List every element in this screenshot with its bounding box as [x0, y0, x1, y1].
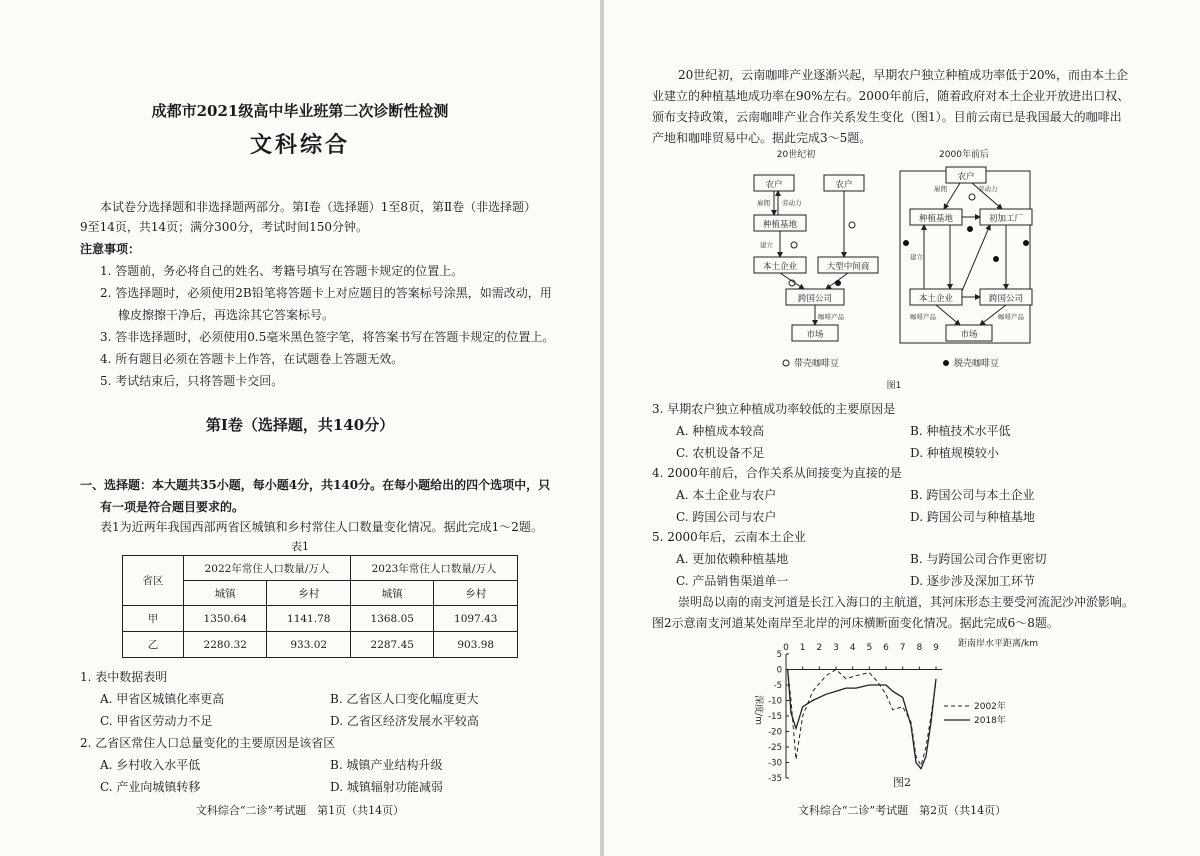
cell-region: 乙 — [123, 632, 184, 658]
x-tick-label: 7 — [899, 643, 906, 653]
fig1-multinational-left: 跨国公司 — [797, 294, 833, 304]
q4-option-c: C. 跨国公司与农户 — [676, 510, 777, 524]
cell-urban-2023: 1368.05 — [350, 606, 433, 632]
y-tick-label: -30 — [768, 758, 782, 769]
legend-2002: 2002年 — [974, 702, 1006, 712]
fig1-label-product-right-2: 咖啡产品 — [998, 313, 1024, 321]
q2-option-d: D. 城镇辐射功能减弱 — [330, 780, 443, 794]
fig1-right-title: 2000年前后 — [939, 150, 989, 160]
fig1-label-rent: 雇佣 — [757, 199, 770, 207]
table-row — [123, 606, 518, 632]
page-footer: 文科综合“二诊”考试题 第2页（共14页） — [797, 804, 1007, 817]
note-5: 5. 考试结束后，只将答题卡交回。 — [100, 374, 284, 388]
question-4: 4. 2000年前后，合作关系从间接变为直接的是 — [652, 466, 902, 480]
x-tick-label: 9 — [933, 643, 939, 653]
header-rural-2023: 乡村 — [434, 581, 518, 606]
y-tick-label: -10 — [768, 696, 782, 707]
q5-option-d: D. 逐步涉及深加工环节 — [910, 574, 1035, 588]
fig2-caption: 图2 — [893, 776, 911, 789]
q4-option-d: D. 跨国公司与种植基地 — [910, 510, 1035, 524]
q3-option-d: D. 种植规模较小 — [910, 446, 999, 460]
fig1-farmer-left: 农户 — [765, 180, 783, 190]
header-region: 省区 — [123, 556, 184, 606]
header-2022: 2022年常住人口数量/万人 — [184, 556, 351, 581]
fig1-processing: 初加工厂 — [988, 214, 1024, 224]
header-urban-2023: 城镇 — [350, 581, 433, 606]
section-line-1: 一、选择题：本大题共35小题，每小题4分，共140分。在每小题给出的四个选项中，只 — [80, 478, 551, 492]
page-footer: 文科综合“二诊”考试题 第1页（共14页） — [195, 804, 405, 817]
x-tick-label: 1 — [799, 643, 806, 653]
q2-option-c: C. 产业向城镇转移 — [100, 780, 201, 794]
intro-line-2: 9至14页，共14页；满分300分，考试时间150分钟。 — [80, 220, 368, 234]
y-tick-label: -25 — [768, 743, 782, 753]
fig1-market-left: 市场 — [806, 330, 824, 340]
y-tick-label: -20 — [768, 727, 782, 738]
y-tick-label: 5 — [776, 650, 782, 660]
y-tick-label: -35 — [768, 774, 782, 784]
y-tick-label: 0 — [776, 665, 782, 676]
q1-option-c: C. 甲省区劳动力不足 — [100, 714, 213, 728]
intro2-line-1: 崇明岛以南的南支河道是长江入海口的主航道，其河床形态主要受河流泥沙冲淤影响。 — [678, 595, 1135, 609]
fig1-label-product-right-1: 咖啡产品 — [910, 313, 936, 321]
intro-line-4: 产地和咖啡贸易中心。据此完成3～5题。 — [652, 131, 872, 145]
fig1-label-build-right: 建立 — [910, 253, 923, 261]
y-tick-label: -5 — [773, 681, 782, 691]
x-tick-label: 2 — [816, 643, 823, 653]
note-4: 4. 所有题目必须在答题卡上作答，在试题卷上答题无效。 — [100, 352, 404, 366]
cell-rural-2022: 1141.78 — [267, 606, 351, 632]
figure-2-riverbed-chart — [744, 630, 1064, 790]
q4-option-b: B. 跨国公司与本土企业 — [910, 488, 1035, 502]
cell-urban-2023: 2287.45 — [350, 632, 433, 658]
cell-urban-2022: 1350.64 — [184, 606, 267, 632]
x-tick-label: 8 — [916, 643, 923, 653]
part-title: 第Ⅰ卷（选择题，共140分） — [205, 416, 395, 434]
subject-title: 文科综合 — [249, 132, 350, 158]
q4-option-a: A. 本土企业与农户 — [676, 488, 777, 502]
q3-option-b: B. 种植技术水平低 — [910, 424, 1011, 438]
fig1-multinational-right: 跨国公司 — [988, 294, 1024, 304]
fig1-base-right: 种植基地 — [918, 214, 954, 224]
series-line-2018 — [788, 670, 936, 769]
fig1-local-left: 本土企业 — [762, 262, 798, 272]
fig1-caption: 图1 — [886, 381, 902, 391]
intro2-line-2: 图2示意南支河道某处南岸至北岸的河床横断面变化情况。据此完成6～8题。 — [652, 616, 1059, 630]
series-line-2002 — [788, 670, 936, 766]
q2-option-a: A. 乡村收入水平低 — [100, 758, 201, 772]
intro-line-2: 业建立的种植基地成功率在90%左右。2000年前后，随着政府对本土企业开放进出口权、 — [652, 89, 1130, 103]
y-axis-label: 深度/m — [753, 695, 763, 725]
table-row — [123, 632, 518, 658]
q2-option-b: B. 城镇产业结构升级 — [330, 758, 443, 772]
section-line-2: 有一项是符合题目要求的。 — [100, 500, 245, 514]
note-2: 2. 答选择题时，必须使用2B铅笔将答题卡上对应题目的答案标号涂黑，如需改动，用 — [100, 286, 552, 300]
cell-rural-2023: 1097.43 — [434, 606, 518, 632]
fig1-local-right: 本土企业 — [918, 294, 954, 304]
fig1-label-rent-right: 雇佣 — [934, 185, 947, 193]
fig1-label-build: 建立 — [760, 241, 773, 249]
cell-rural-2022: 933.02 — [267, 632, 351, 658]
question-2: 2. 乙省区常住人口总量变化的主要原因是该省区 — [80, 736, 336, 750]
q3-option-c: C. 农机设备不足 — [676, 446, 765, 460]
q1-option-a: A. 甲省区城镇化率更高 — [100, 692, 225, 706]
y-tick-label: -15 — [768, 712, 782, 722]
note-2-cont: 橡皮擦擦干净后，再选涂其它答案标号。 — [118, 308, 335, 322]
cell-region: 甲 — [123, 606, 184, 632]
right-page — [604, 0, 1200, 856]
exam-title: 成都市2021级高中毕业班第二次诊断性检测 — [151, 102, 449, 120]
question-3: 3. 早期农户独立种植成功率较低的主要原因是 — [652, 402, 896, 416]
x-tick-label: 5 — [866, 643, 873, 653]
table-intro: 表1为近两年我国西部两省区城镇和乡村常住人口数量变化情况。据此完成1～2题。 — [100, 520, 543, 534]
header-urban-2022: 城镇 — [184, 581, 267, 606]
population-table — [122, 555, 518, 658]
fig1-farmer-left-2: 农户 — [835, 180, 853, 190]
cell-urban-2022: 2280.32 — [184, 632, 267, 658]
table-caption: 表1 — [291, 540, 309, 553]
question-5: 5. 2000年后，云南本土企业 — [652, 530, 806, 544]
header-rural-2022: 乡村 — [267, 581, 351, 606]
fig1-farmer-right: 农户 — [957, 172, 975, 182]
q5-option-b: B. 与跨国公司合作更密切 — [910, 552, 1047, 566]
legend-2018: 2018年 — [974, 716, 1006, 726]
fig1-base-left: 种植基地 — [762, 220, 798, 230]
figure-1-coffee-diagram — [734, 147, 1054, 397]
q5-option-c: C. 产品销售渠道单一 — [676, 574, 789, 588]
x-tick-label: 0 — [783, 643, 789, 653]
intro-line-3: 颁布支持政策，云南咖啡产业合作关系发生变化（图1）。目前云南已是我国最大的咖啡出 — [652, 110, 1122, 124]
fig1-legend-peeled: 脱壳咖啡豆 — [954, 359, 1000, 369]
q3-option-a: A. 种植成本较高 — [676, 424, 765, 438]
x-axis-label: 距南岸水平距离/km — [958, 639, 1039, 649]
fig1-middleman: 大型中间商 — [826, 262, 870, 272]
q1-option-b: B. 乙省区人口变化幅度更大 — [330, 692, 479, 706]
fig1-market-right: 市场 — [960, 330, 978, 340]
fig1-left-title: 20世纪初 — [776, 150, 816, 160]
intro-line-1: 20世纪初，云南咖啡产业逐渐兴起，早期农户独立种植成功率低于20%，而由本土企 — [678, 68, 1128, 82]
fig1-legend-shell: 带壳咖啡豆 — [794, 359, 840, 369]
note-3: 3. 答非选择题时，必须使用0.5毫米黑色签字笔，将答案书写在答题卡规定的位置上。 — [100, 330, 555, 344]
q5-option-a: A. 更加依赖种植基地 — [676, 552, 789, 566]
note-1: 1. 答题前，务必将自己的姓名、考籍号填写在答题卡规定的位置上。 — [100, 264, 464, 278]
fig1-label-labor-right: 劳动力 — [978, 185, 998, 193]
header-2023: 2023年常住人口数量/万人 — [350, 556, 517, 581]
x-tick-label: 3 — [833, 643, 839, 653]
x-tick-label: 4 — [849, 643, 856, 653]
fig1-label-product: 咖啡产品 — [818, 313, 844, 321]
x-tick-label: 6 — [883, 643, 889, 653]
q1-option-d: D. 乙省区经济发展水平较高 — [330, 714, 479, 728]
question-1: 1. 表中数据表明 — [80, 670, 168, 684]
cell-rural-2023: 903.98 — [434, 632, 518, 658]
notes-heading: 注意事项： — [80, 242, 141, 256]
fig1-label-labor: 劳动力 — [782, 199, 802, 207]
intro-line-1: 本试卷分选择题和非选择题两部分。第Ⅰ卷（选择题）1至8页，第Ⅱ卷（非选择题） — [100, 200, 537, 214]
